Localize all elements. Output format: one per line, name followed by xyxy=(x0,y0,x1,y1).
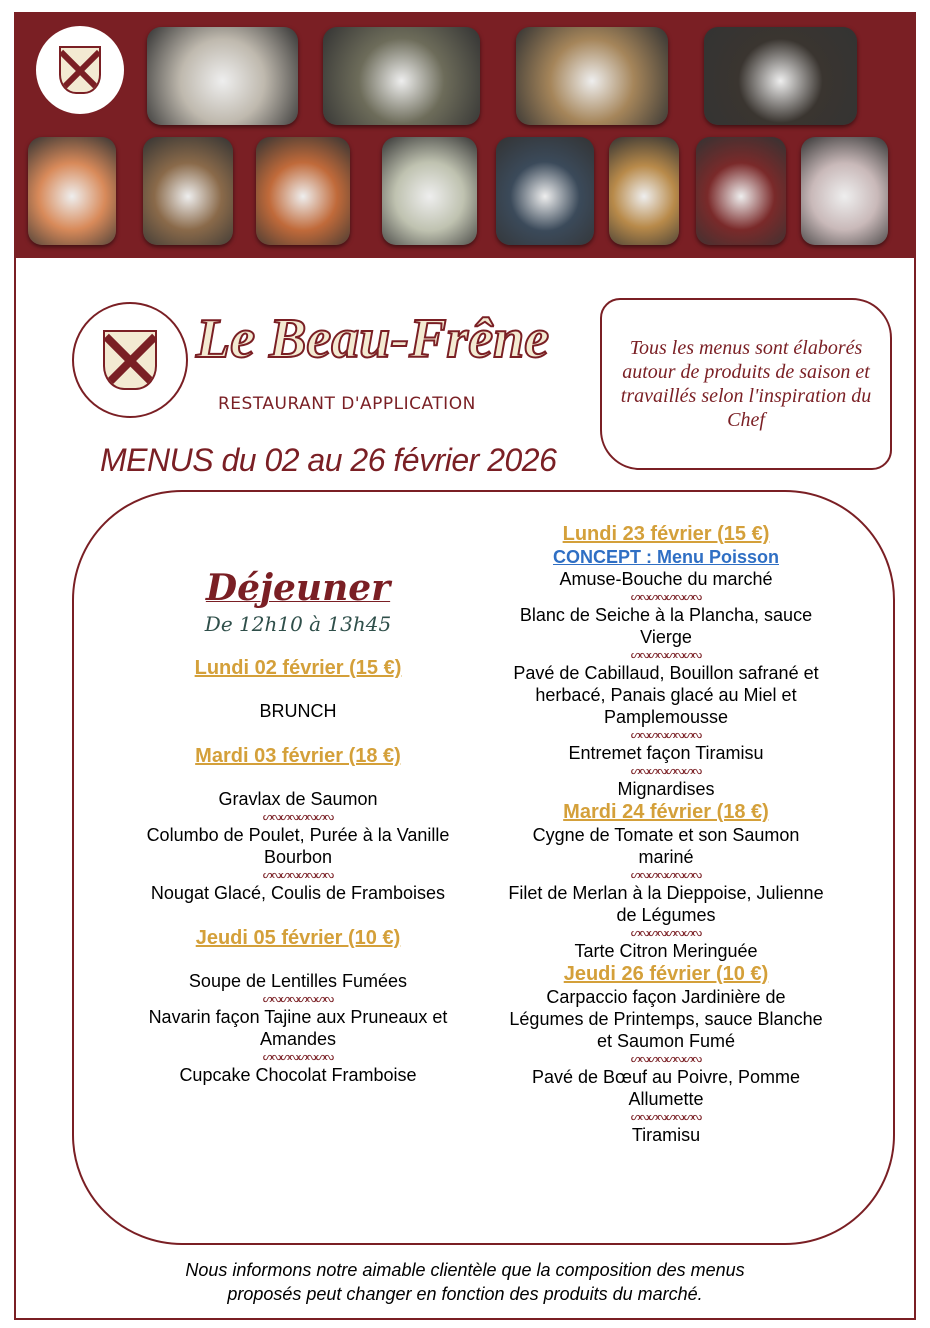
day-title: Jeudi 26 février (10 €) xyxy=(563,963,769,985)
ornament-divider: ᔕᔓᔕᔓᔕᔓᔕᔓ xyxy=(630,765,702,777)
menu-item: Cupcake Chocolat Framboise xyxy=(179,1065,417,1085)
ornament-divider: ᔕᔓᔕᔓᔕᔓᔕᔓ xyxy=(262,811,334,823)
menu-item: Blanc de Seiche à la Plancha, sauce Vierge xyxy=(519,605,813,647)
ornament-divider: ᔕᔓᔕᔓᔕᔓᔕᔓ xyxy=(262,869,334,881)
menu-item: Navarin façon Tajine aux Pruneaux et Amandes xyxy=(148,1007,448,1049)
food-photo xyxy=(609,137,679,245)
ornament-divider: ᔕᔓᔕᔓᔕᔓᔕᔓ xyxy=(630,1053,702,1065)
restaurant-title: Le Beau-Frêne xyxy=(196,308,550,370)
menu-item: Tiramisu xyxy=(631,1125,701,1145)
food-photo xyxy=(496,137,594,245)
service-hours: De 12h10 à 13h45 xyxy=(204,612,392,636)
food-photo xyxy=(28,137,116,245)
food-photo xyxy=(256,137,350,245)
day-title: Mardi 24 février (18 €) xyxy=(563,801,769,823)
menu-item: Tarte Citron Meringuée xyxy=(574,941,758,961)
food-photo xyxy=(696,137,786,245)
food-photo xyxy=(323,27,480,125)
ornament-divider: ᔕᔓᔕᔓᔕᔓᔕᔓ xyxy=(630,649,702,661)
day-title: Lundi 02 février (15 €) xyxy=(194,657,402,679)
day-title: Jeudi 05 février (10 €) xyxy=(195,927,401,949)
day-title: Lundi 23 février (15 €) xyxy=(562,523,770,545)
concept-label: CONCEPT : Menu Poisson xyxy=(552,547,779,567)
menus-date-title: MENUS du 02 au 26 février 2026 xyxy=(100,442,557,478)
menu-item: Filet de Merlan à la Dieppoise, Julienne de Légumes xyxy=(508,883,824,925)
ornament-divider: ᔕᔓᔕᔓᔕᔓᔕᔓ xyxy=(630,729,702,741)
lunch-column xyxy=(140,566,456,1086)
ornament-divider: ᔕᔓᔕᔓᔕᔓᔕᔓ xyxy=(630,869,702,881)
ornament-divider: ᔕᔓᔕᔓᔕᔓᔕᔓ xyxy=(630,591,702,603)
ornament-divider: ᔕᔓᔕᔓᔕᔓᔕᔓ xyxy=(630,1111,702,1123)
menu-item: Nougat Glacé, Coulis de Framboises xyxy=(150,883,446,903)
menu-item: BRUNCH xyxy=(259,701,337,721)
menu-item: Cygne de Tomate et son Saumon mariné xyxy=(532,825,800,867)
menu-item: Soupe de Lentilles Fumées xyxy=(188,971,408,991)
menu-item: Pavé de Cabillaud, Bouillon safrané et herbacé, Panais glacé au Miel et Pamplemousse xyxy=(513,663,819,727)
menu-item: Amuse-Bouche du marché xyxy=(559,569,773,589)
school-seal-logo xyxy=(34,24,126,116)
day-title: Mardi 03 février (18 €) xyxy=(195,745,401,767)
service-title: Déjeuner xyxy=(205,567,391,609)
footer-text: Nous informons notre aimable clientèle que la composition des menus proposés peut changer en fonction des produits du marché. xyxy=(185,1260,745,1304)
food-photo xyxy=(382,137,477,245)
right-menu-column xyxy=(508,522,824,1146)
chef-note-scroll xyxy=(600,298,892,470)
food-photo xyxy=(516,27,668,125)
menu-item: Pavé de Bœuf au Poivre, Pomme Allumette xyxy=(531,1067,801,1109)
chef-note: Tous les menus sont élaborés autour de produits de saison et travaillés selon l'inspiration du Chef xyxy=(620,337,872,431)
food-photo xyxy=(147,27,298,125)
food-photo xyxy=(801,137,888,245)
ornament-divider: ᔕᔓᔕᔓᔕᔓᔕᔓ xyxy=(262,993,334,1005)
menu-item: Entremet façon Tiramisu xyxy=(568,743,764,763)
ornament-divider: ᔕᔓᔕᔓᔕᔓᔕᔓ xyxy=(262,1051,334,1063)
menu-item: Columbo de Poulet, Purée à la Vanille Bourbon xyxy=(146,825,450,867)
food-photo xyxy=(143,137,233,245)
school-seal-logo-large xyxy=(72,302,188,418)
restaurant-subtitle: RESTAURANT D'APPLICATION xyxy=(218,394,476,414)
menu-item: Gravlax de Saumon xyxy=(218,789,378,809)
footer-note xyxy=(0,1258,930,1306)
ornament-divider: ᔕᔓᔕᔓᔕᔓᔕᔓ xyxy=(630,927,702,939)
menu-item: Carpaccio façon Jardinière de Légumes de Printemps, sauce Blanche et Saumon Fumé xyxy=(509,987,823,1051)
food-photo xyxy=(704,27,857,125)
menu-item: Mignardises xyxy=(617,779,715,799)
